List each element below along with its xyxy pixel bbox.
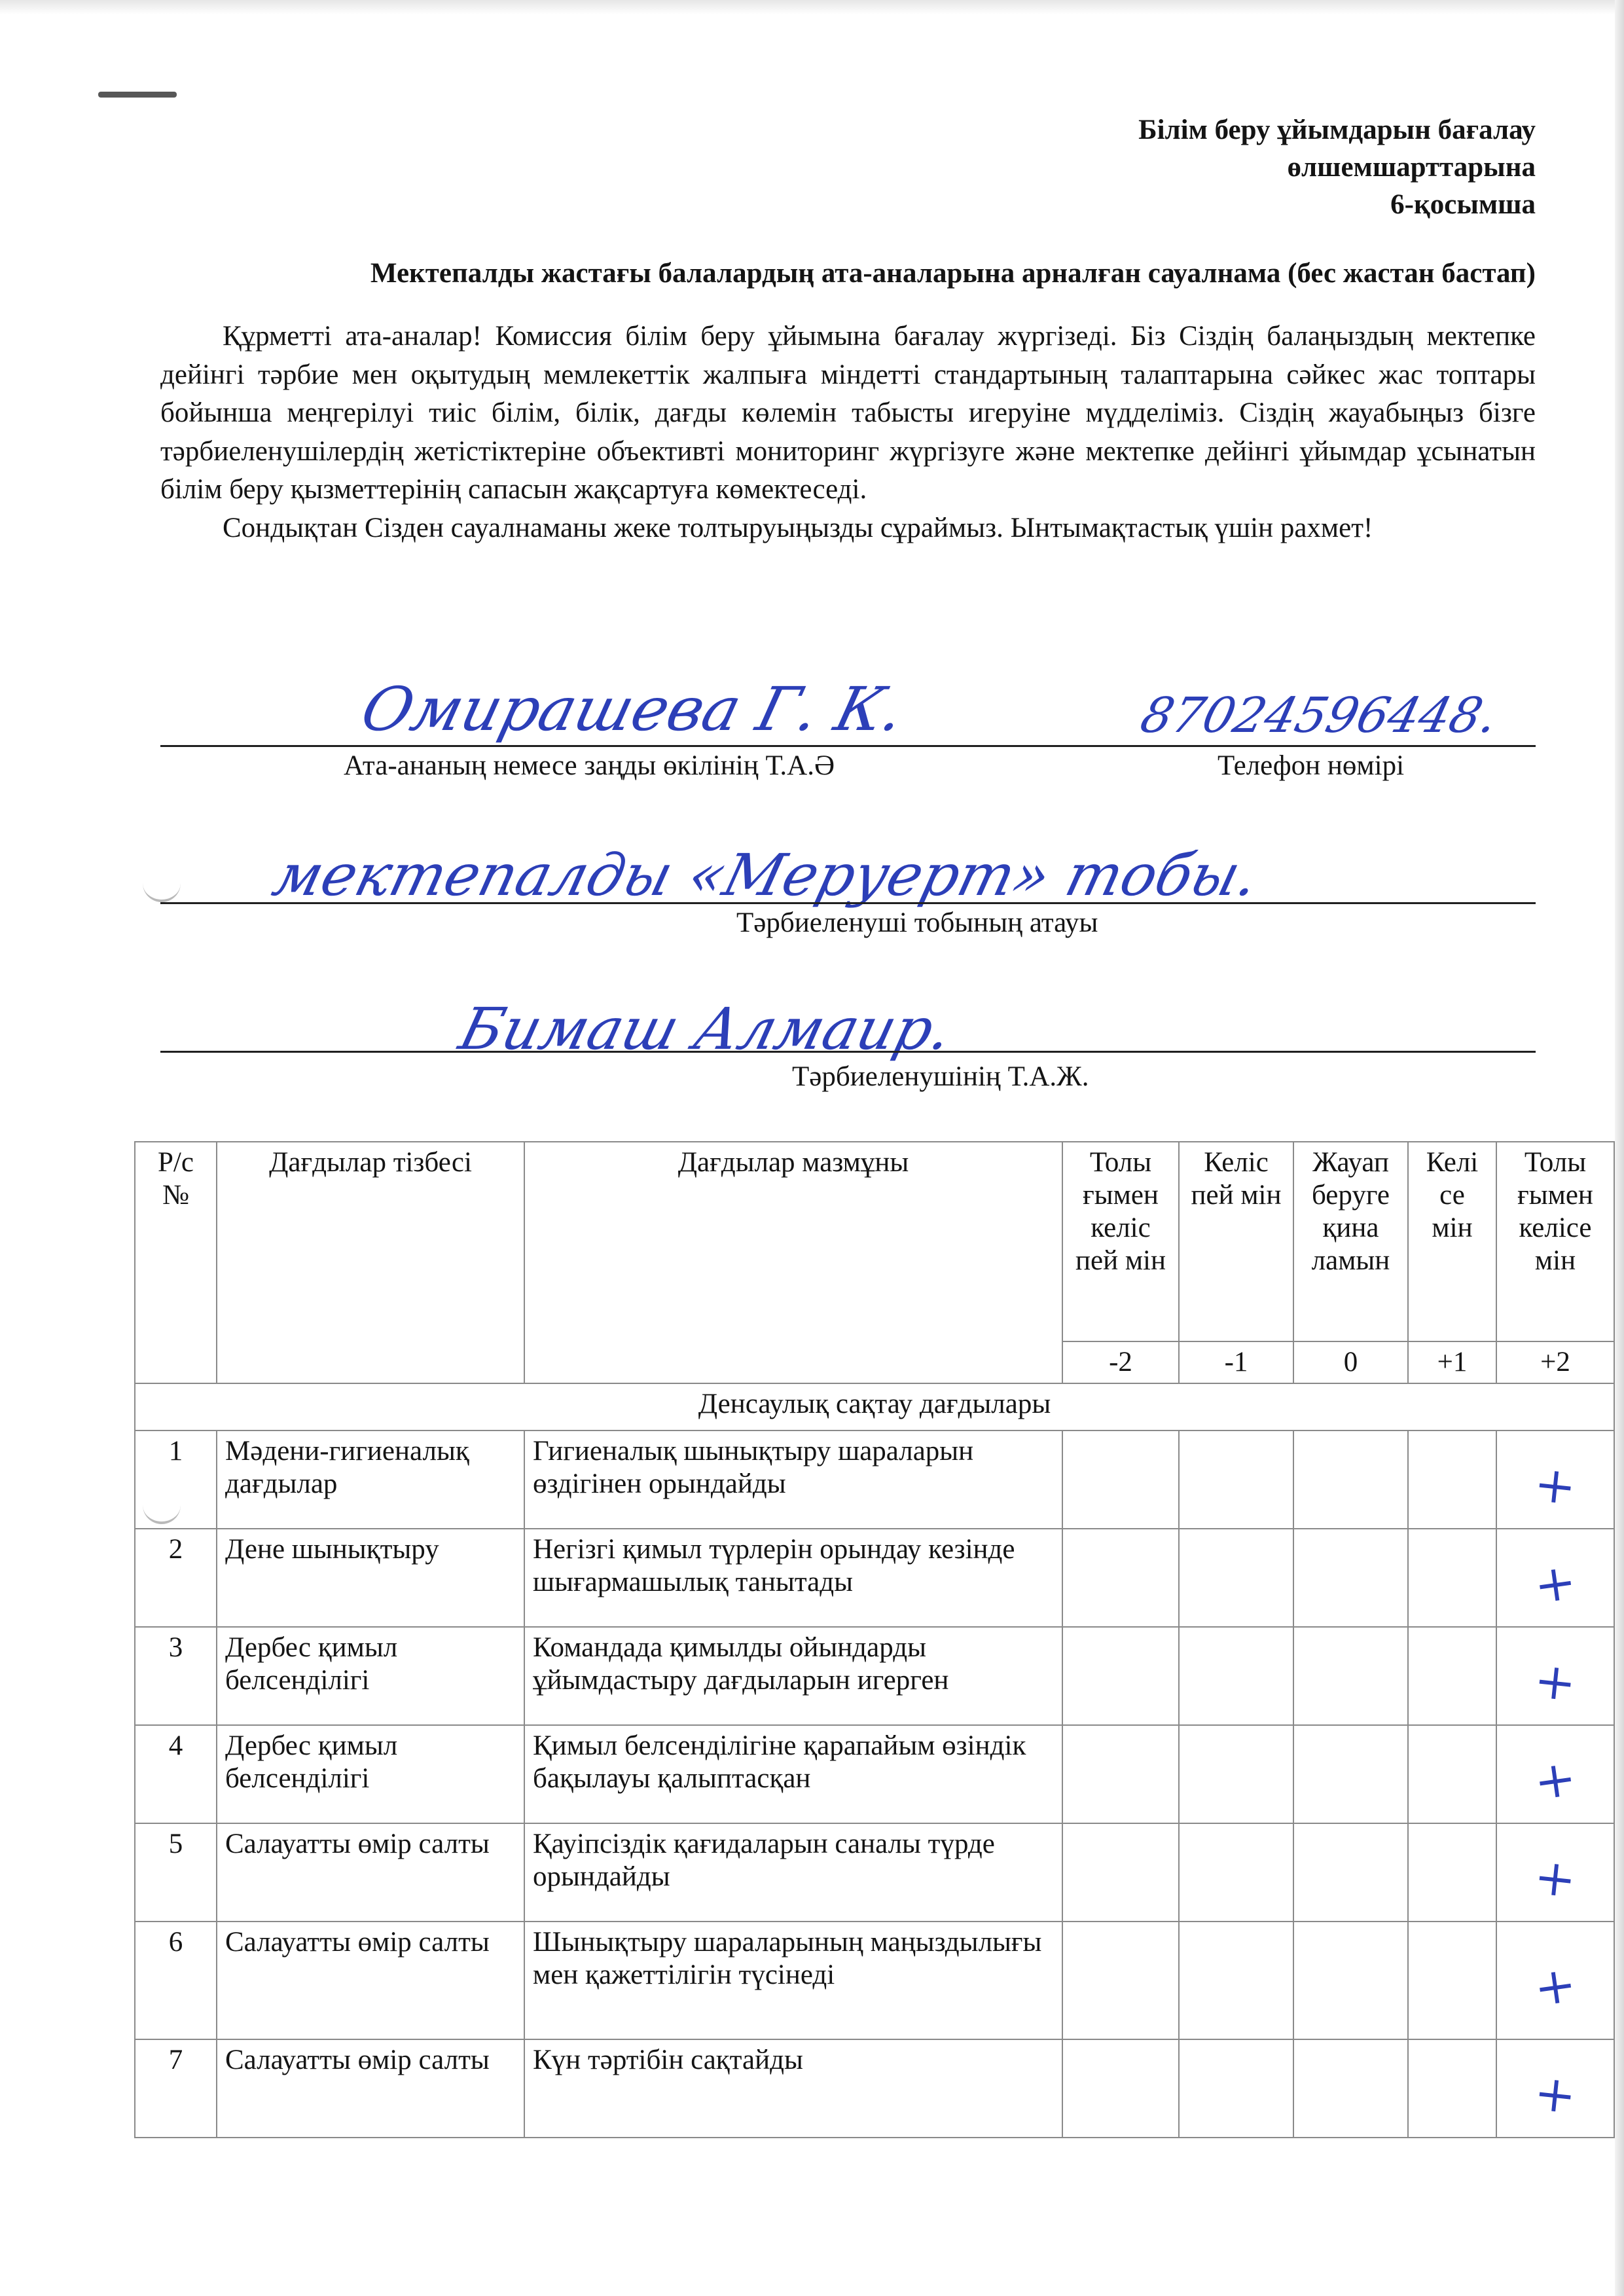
handwritten-child-name: Бимаш Алмаир. [453, 995, 960, 1063]
answer-cell-empty[interactable] [1179, 1823, 1293, 1922]
row-content: Негізгі қимыл түрлерін орындау кезінде шығармашылық танытады [524, 1529, 1062, 1627]
row-content: Командада қимылды ойындарды ұйымдастыру дағдыларын игерген [524, 1627, 1062, 1725]
score-cell: +1 [1408, 1341, 1496, 1383]
intro-text [160, 318, 1536, 547]
answer-cell-empty[interactable] [1179, 1430, 1293, 1529]
answer-cell-fully-agree[interactable] [1496, 1823, 1614, 1922]
handwritten-plus-mark: + [1531, 2062, 1579, 2125]
row-skill: Мәдени-гигиеналық дағдылар [217, 1430, 524, 1529]
handwritten-plus-mark: + [1531, 1650, 1579, 1713]
annex-line-1: Білім беру ұйымдарын бағалау [1138, 115, 1536, 145]
scan-top-shadow [0, 0, 1624, 14]
phone-caption: Телефон нөмірі [1218, 750, 1405, 781]
row-number: 1 [135, 1430, 217, 1529]
answer-cell-empty[interactable] [1062, 1823, 1179, 1922]
parent-name-line [160, 745, 1536, 747]
table-row [135, 1529, 1614, 1627]
answer-cell-empty[interactable] [1293, 1922, 1408, 2039]
answer-cell-empty[interactable] [1408, 1627, 1496, 1725]
row-content: Шынықтыру шараларының маңыздылығы мен қажеттілігін түсінеді [524, 1922, 1062, 2039]
answer-cell-fully-agree[interactable] [1496, 1627, 1614, 1725]
score-cell: +2 [1496, 1341, 1614, 1383]
answer-cell-empty[interactable] [1179, 2039, 1293, 2138]
table-row [135, 1627, 1614, 1725]
answer-cell-empty[interactable] [1408, 1430, 1496, 1529]
header-agree: Келі се мін [1408, 1142, 1496, 1341]
row-number: 2 [135, 1529, 217, 1627]
table-header-row [135, 1142, 1614, 1341]
answer-cell-empty[interactable] [1293, 1430, 1408, 1529]
row-content: Күн тәртібін сақтайды [524, 2039, 1062, 2138]
row-number: 6 [135, 1922, 217, 2039]
header-hard-to-answer: Жауап беруге қина ламын [1293, 1142, 1408, 1341]
row-content: Қимыл белсенділігіне қарапайым өзіндік бақылауы қалыптасқан [524, 1725, 1062, 1823]
skills-table [134, 1141, 1615, 2138]
row-number: 4 [135, 1725, 217, 1823]
answer-cell-empty[interactable] [1408, 2039, 1496, 2138]
row-number: 7 [135, 2039, 217, 2138]
answer-cell-empty[interactable] [1293, 1823, 1408, 1922]
answer-cell-empty[interactable] [1408, 1725, 1496, 1823]
row-content: Гигиеналық шынықтыру шараларын өздігінен орындайды [524, 1430, 1062, 1529]
answer-cell-empty[interactable] [1062, 1922, 1179, 2039]
handwritten-parent-name: Омирашева Г. К. [354, 674, 912, 744]
answer-cell-empty[interactable] [1179, 1922, 1293, 2039]
scan-mark [98, 92, 177, 98]
header-disagree: Келіс пей мін [1179, 1142, 1293, 1341]
answer-cell-empty[interactable] [1293, 1529, 1408, 1627]
answer-cell-empty[interactable] [1062, 1725, 1179, 1823]
row-skill: Дербес қимыл белсенділігі [217, 1725, 524, 1823]
row-number: 3 [135, 1627, 217, 1725]
section-row [135, 1383, 1614, 1430]
header-skills-content: Дағдылар мазмұны [524, 1142, 1062, 1383]
answer-cell-empty[interactable] [1179, 1529, 1293, 1627]
answer-cell-empty[interactable] [1179, 1627, 1293, 1725]
handwritten-plus-mark: + [1531, 1453, 1579, 1516]
handwritten-plus-mark: + [1530, 1551, 1580, 1615]
table-row [135, 1725, 1614, 1823]
row-skill: Салауатты өмір салты [217, 1823, 524, 1922]
score-cell: -1 [1179, 1341, 1293, 1383]
score-cell: 0 [1293, 1341, 1408, 1383]
annex-line-3: 6-қосымша [1390, 189, 1536, 220]
answer-cell-fully-agree[interactable] [1496, 1430, 1614, 1529]
row-skill: Дербес қимыл белсенділігі [217, 1627, 524, 1725]
answer-cell-fully-agree[interactable] [1496, 1529, 1614, 1627]
table-row [135, 1430, 1614, 1529]
answer-cell-empty[interactable] [1062, 2039, 1179, 2138]
row-number: 5 [135, 1823, 217, 1922]
handwritten-plus-mark: + [1531, 1846, 1579, 1909]
group-name-line [160, 902, 1536, 904]
row-content: Қауіпсіздік қағидаларын саналы түрде орындайды [524, 1823, 1062, 1922]
answer-cell-empty[interactable] [1062, 1430, 1179, 1529]
section-title: Денсаулық сақтау дағдылары [135, 1383, 1614, 1430]
answer-cell-empty[interactable] [1408, 1529, 1496, 1627]
score-cell: -2 [1062, 1341, 1179, 1383]
answer-cell-empty[interactable] [1062, 1627, 1179, 1725]
header-fully-disagree: Толы ғымен келіс пей мін [1062, 1142, 1179, 1341]
answer-cell-fully-agree[interactable] [1496, 1725, 1614, 1823]
group-name-caption: Тәрбиеленуші тобының атауы [736, 907, 1098, 938]
header-skills-list: Дағдылар тізбесі [217, 1142, 524, 1383]
table-row [135, 2039, 1614, 2138]
parent-name-caption: Ата-ананың немесе заңды өкілінің Т.А.Ә [344, 750, 835, 781]
row-skill: Салауатты өмір салты [217, 2039, 524, 2138]
answer-cell-empty[interactable] [1293, 1627, 1408, 1725]
handwritten-plus-mark: + [1530, 1747, 1580, 1812]
answer-cell-empty[interactable] [1062, 1529, 1179, 1627]
answer-cell-empty[interactable] [1408, 1823, 1496, 1922]
handwritten-group-name: мектепалды «Меруерт» тобы. [266, 841, 1266, 909]
answer-cell-empty[interactable] [1179, 1725, 1293, 1823]
annex-line-2: өлшемшарттарына [1287, 152, 1536, 183]
intro-paragraph-2: Сондықтан Сізден сауалнаманы жеке толтыруыңызды сұраймыз. Ынтымақтастық үшін рахмет! [223, 512, 1373, 543]
handwritten-plus-mark: + [1530, 1954, 1580, 2018]
answer-cell-empty[interactable] [1408, 1922, 1496, 2039]
table-row [135, 1922, 1614, 2039]
answer-cell-fully-agree[interactable] [1496, 2039, 1614, 2138]
punch-hole-mark [143, 877, 181, 902]
table-row [135, 1823, 1614, 1922]
row-skill: Салауатты өмір салты [217, 1922, 524, 2039]
annex-heading [1138, 111, 1536, 223]
table-body [135, 1430, 1614, 2138]
answer-cell-empty[interactable] [1293, 2039, 1408, 2138]
child-name-line [160, 1051, 1536, 1053]
child-name-caption: Тәрбиеленушінің Т.А.Ж. [792, 1061, 1089, 1092]
handwritten-phone: 87024596448. [1135, 687, 1504, 744]
header-fully-agree: Толы ғымен келісе мін [1496, 1142, 1614, 1341]
answer-cell-empty[interactable] [1293, 1725, 1408, 1823]
document-title: Мектепалды жастағы балалардың ата-аналарына арналған сауалнама (бес жастан бастап) [370, 258, 1536, 289]
scan-right-edge [1615, 0, 1624, 2296]
intro-paragraph-1: Құрметті ата-аналар! Комиссия білім беру ұйымына бағалау жүргізеді. Біз Сіздің балаңыздың мектепке дейінгі тәрбие мен оқытудың мемлекеттік жалпыға міндетті стандартының талаптарына сәйкес жас топтары бойынша меңгерілуі тиіс білім, білік, дағды көлемін табысты игеруіне мүдделіміз. Сіздің жауабыңыз бізге тәрбиеленушілердің жетістіктеріне объективті мониторинг жүргізуге және мектепке дейінгі ұйымдар ұсынатын білім беру қызметтерінің сапасын жақсартуға көмектеседі. [160, 321, 1536, 505]
header-num: Р/с № [135, 1142, 217, 1383]
row-skill: Дене шынықтыру [217, 1529, 524, 1627]
answer-cell-fully-agree[interactable] [1496, 1922, 1614, 2039]
